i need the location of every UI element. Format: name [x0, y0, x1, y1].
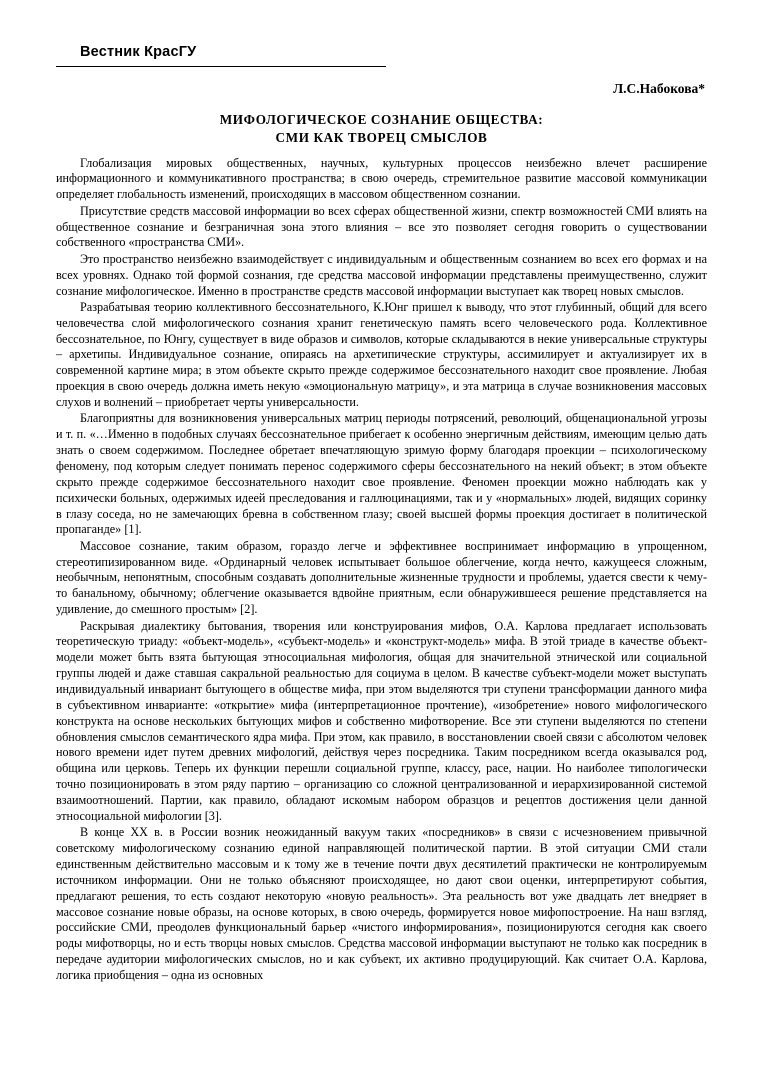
paragraph: Массовое сознание, таким образом, гораздо легче и эффективнее воспринимает информацию в упрощенном, стереотипизированном виде. «Ординарный человек испытывает большое облегчение, когда нечто, кажущееся сложным, необычным, непонятным, способным создавать дополнительные жизненные трудности и проблемы, удается свести к чему-то банальному, обычному; облегчение оказывается вдвойне приятным, если обнаружившееся решение представляется на удивление, до смешного простым» [2]. — [56, 538, 707, 617]
paragraph: Разрабатывая теорию коллективного бессознательного, К.Юнг пришел к выводу, что этот глубинный, общий для всего человечества слой мифологического сознания хранит генетическую память всего человеческого рода. Коллективное бессознательное, по Юнгу, существует в виде образов и символов, которые складываются в некие универсальные структуры – архетипы. Индивидуальное сознание, опираясь на архетипические структуры, ассимилирует и актуализирует их в современной картине мира; в этом объекте скрыто прежде содержимое бессознательного находит свое проявление. Любая проекция в свою очередь должна иметь некую «эмоциональную матрицу», и эта матрица в случае возникновения массовых слухов и волнений – приобретает черты универсальности. — [56, 299, 707, 410]
paragraph: Присутствие средств массовой информации во всех сферах общественной жизни, спектр возможностей СМИ влиять на общественное сознание и безграничная зона этого влияния – все это позволяет сегодня говорить о существовании собственного «пространства СМИ». — [56, 203, 707, 250]
paragraph: Раскрывая диалектику бытования, творения или конструирования мифов, О.А. Карлова предлагает использовать теоретическую триаду: «объект-модель», «субъект-модель» и «конструкт-модель» мифа. В этой триаде в качестве объект-модели может быть взята бытующая этносоциальная мифология, общая для значительной этнической или социальной группы людей и даже ставшая сакральной реальностью для социума в целом. В качестве субъект-модели может выступать индивидуальный инвариант бытующего в обществе мифа, при этом выделяются три ступени трансформации данного мифа в субъективном инварианте: «открытие» мифа (интерпретационное прочтение), «изобретение» нового мифологического конструкта на основе нескольких бытующих мифов и собственно мифотворение. Все эти ступени выделяются по степени обновления смыслов семантического ядра мифа. При этом, как правило, в восстановлении своей связи с абсолютом человек нового времени идет путем древних мифологий, действуя через посредника. Таким посредником всегда оказывался род, община или церковь. Теперь их функции перешли социальной группе, классу, расе, нации. Но наиболее типологически точно позиционировать в этом ряду партию – организацию со сложной централизованной и иерархизированной системой взаимоотношений. Партии, как правило, обладают искомым набором образцов и рецептов достижения цели данной этносоциальной мифологии [3]. — [56, 618, 707, 823]
article-title — [56, 111, 707, 147]
article-title-line-1: МИФОЛОГИЧЕСКОЕ СОЗНАНИЕ ОБЩЕСТВА: — [219, 112, 544, 127]
article-title-line-2: СМИ КАК ТВОРЕЦ СМЫСЛОВ — [275, 129, 488, 145]
journal-title: Вестник КрасГУ — [80, 44, 197, 60]
paragraph: Благоприятны для возникновения универсальных матриц периоды потрясений, революций, общенациональной угрозы и т. п. «…Именно в подобных случаях бессознательное прибегает к особенно энергичным действиям, имеющим целью дать знать о своем содержимом. Последнее обретает впечатляющую зримую форму благодаря проекции – психологическому феномену, под которым следует понимать перенос содержимого сферы бессознательного на некий объект; в этом объекте скрыто прежде содержимое бессознательного находит свое проявление. Феномен проекции можно наблюдать как у психически больных, одержимых идеей преследования и галлюцинациями, так и у «нормальных» людей, видящих соринку в глазу соседа, но не замечающих бревна в собственном глазу; своей высшей формы проекция достигает в политической пропаганде» [1]. — [56, 411, 707, 537]
paragraph: Это пространство неизбежно взаимодействует с индивидуальным и общественным сознанием во всех его формах и на всех уровнях. Однако той формой сознания, где средства массовой информации представлены преимущественно, служит сознание мифологическое. Именно в пространстве средств массовой информации выступает как творец новых смыслов. — [56, 251, 707, 298]
paragraph: Глобализация мировых общественных, научных, культурных процессов неизбежно влечет расширение информационного и коммуникативного пространства; в свою очередь, стремительное развитие массовой коммуникации определяет глобальность изменений, происходящих в массовом общественном сознании. — [56, 155, 707, 202]
article-body — [56, 156, 707, 984]
header-divider — [56, 66, 386, 67]
article-author: Л.С.Набокова* — [613, 81, 705, 96]
paragraph: В конце XX в. в России возник неожиданный вакуум таких «посредников» в связи с исчезновением привычной советскому мифологическому сознанию единой направляющей политической партии. В этой ситуации СМИ стали единственным действительно массовым и к тому же в течение почти двух десятилетий практически не контролируемым источником информации. Они не только объясняют происходящее, но дают свои оценки, интерпретируют события, предлагают решения, то есть создают некоторую «новую реальность». Эта реальность вот уже двадцать лет внедряет в массовое сознание новые образы, на основе которых, в свою очередь, формируется новое мифопостроение. На наш взгляд, российские СМИ, преодолев функциональный барьер «чистого информирования», позиционируются сегодня как своего роды мифотворцы, но и есть творцы новых смыслов. Средства массовой информации выступают не только как посредник в передаче аудитории мифологических смыслов, но и как субъект, их активно продуцирующий. Как считает О.А. Карлова, логика приобщения – одна из основных — [56, 825, 707, 982]
